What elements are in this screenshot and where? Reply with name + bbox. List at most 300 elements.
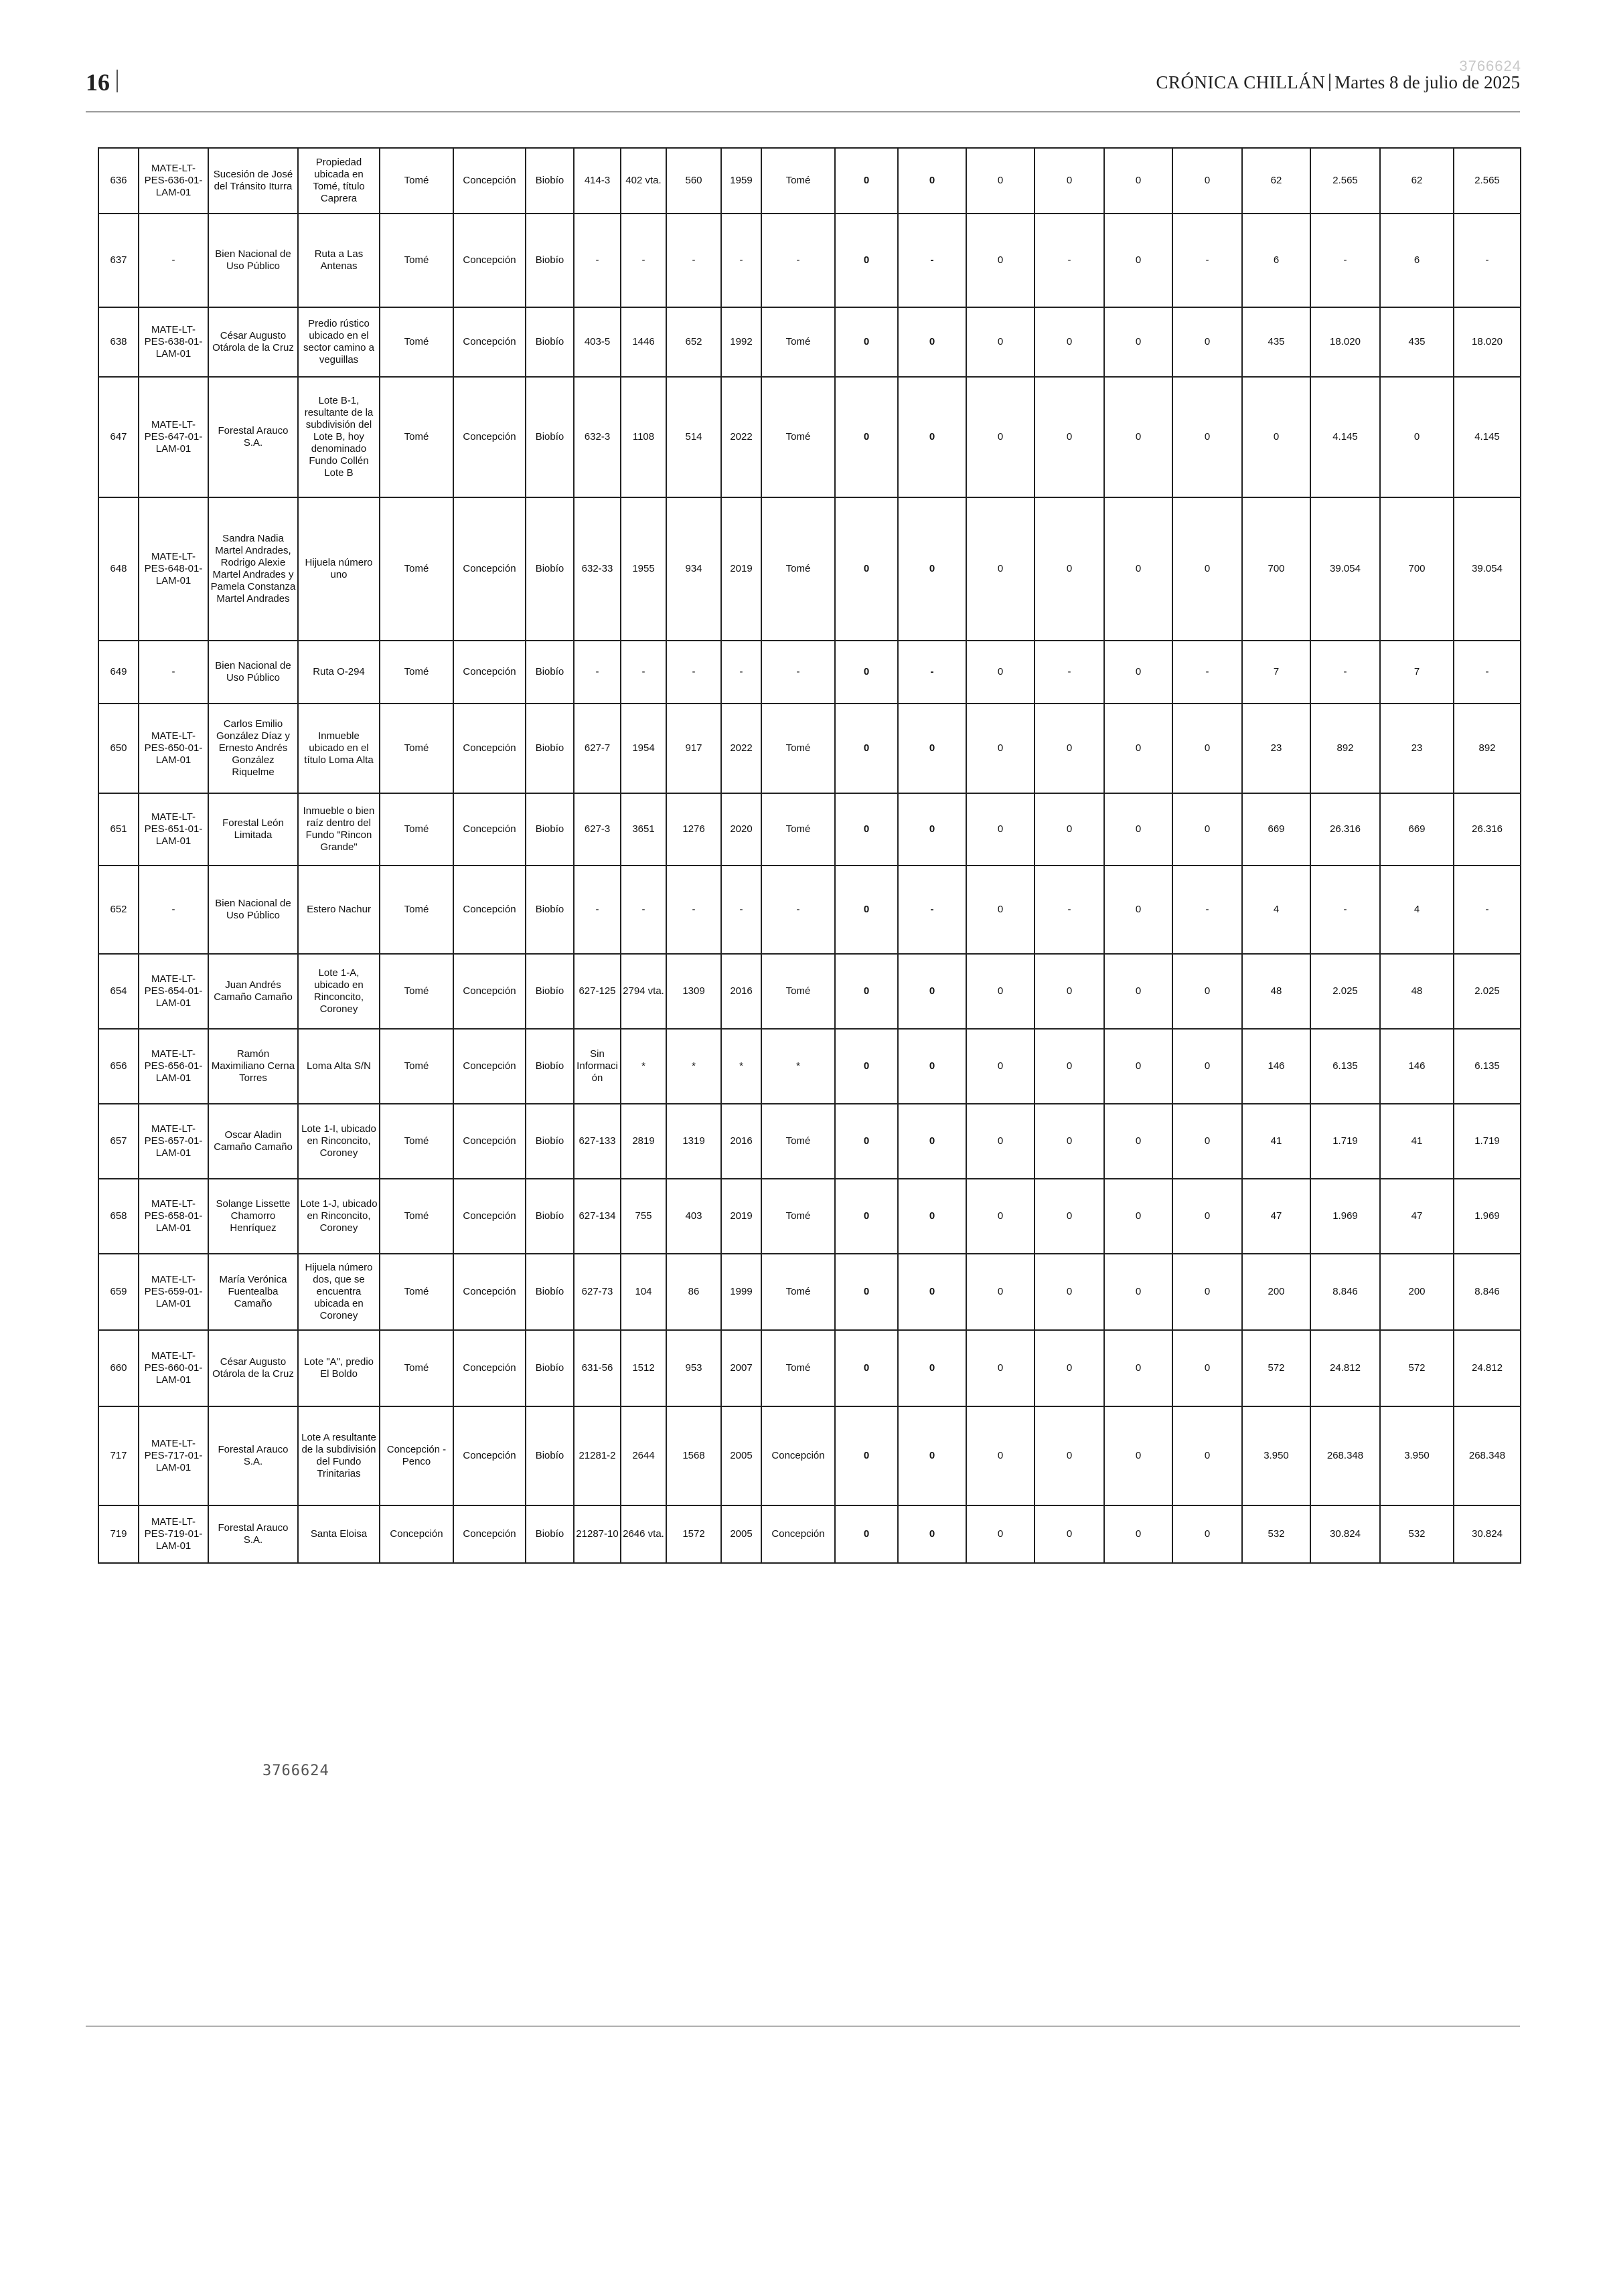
table-row xyxy=(98,1505,1521,1563)
cell-c20: 39.054 xyxy=(1310,497,1380,641)
cell-commune: Concepción - Penco xyxy=(380,1406,453,1505)
cell-province: Concepción xyxy=(453,1254,526,1330)
cell-commune: Tomé xyxy=(380,214,453,307)
cell-c16: 0 xyxy=(1035,1254,1104,1330)
cell-fojas: 2644 xyxy=(621,1406,666,1505)
cell-c18: 0 xyxy=(1172,954,1242,1029)
cell-c21: 7 xyxy=(1380,641,1454,704)
cell-c14: 0 xyxy=(898,954,966,1029)
cell-c17: 0 xyxy=(1104,641,1172,704)
cell-role: 632-3 xyxy=(574,377,621,497)
cell-registry: Tomé xyxy=(761,1104,835,1179)
cell-item: 648 xyxy=(98,497,139,641)
cell-c19: 48 xyxy=(1242,954,1310,1029)
cell-region: Biobío xyxy=(526,866,574,954)
cell-commune: Tomé xyxy=(380,954,453,1029)
cell-number: 1568 xyxy=(666,1406,721,1505)
cell-province: Concepción xyxy=(453,1104,526,1179)
cell-c13: 0 xyxy=(835,214,898,307)
cell-year: - xyxy=(721,214,761,307)
cell-region: Biobío xyxy=(526,214,574,307)
cell-c20: - xyxy=(1310,214,1380,307)
cell-commune: Tomé xyxy=(380,1254,453,1330)
cell-c13: 0 xyxy=(835,377,898,497)
cell-description: Lote "A", predio El Boldo xyxy=(298,1330,380,1406)
cell-c13: 0 xyxy=(835,704,898,793)
cell-commune: Tomé xyxy=(380,1330,453,1406)
cell-region: Biobío xyxy=(526,1254,574,1330)
cell-c17: 0 xyxy=(1104,1406,1172,1505)
cell-owner: Oscar Aladin Camaño Camaño xyxy=(208,1104,298,1179)
cell-code: MATE-LT-PES-719-01-LAM-01 xyxy=(139,1505,208,1563)
cell-code: MATE-LT-PES-647-01-LAM-01 xyxy=(139,377,208,497)
cell-registry: - xyxy=(761,641,835,704)
cell-c16: - xyxy=(1035,214,1104,307)
cell-c18: 0 xyxy=(1172,1029,1242,1104)
cell-c17: 0 xyxy=(1104,1179,1172,1254)
cell-c21: 146 xyxy=(1380,1029,1454,1104)
cell-c16: 0 xyxy=(1035,1330,1104,1406)
table-row xyxy=(98,1104,1521,1179)
cell-c20: 26.316 xyxy=(1310,793,1380,866)
cell-item: 660 xyxy=(98,1330,139,1406)
cell-owner: Ramón Maximiliano Cerna Torres xyxy=(208,1029,298,1104)
cell-code: MATE-LT-PES-658-01-LAM-01 xyxy=(139,1179,208,1254)
cell-commune: Tomé xyxy=(380,377,453,497)
footer-rule xyxy=(86,2026,1520,2027)
cell-owner: Carlos Emilio González Díaz y Ernesto Andrés González Riquelme xyxy=(208,704,298,793)
cell-c21: 532 xyxy=(1380,1505,1454,1563)
cell-c20: 268.348 xyxy=(1310,1406,1380,1505)
cell-c19: 532 xyxy=(1242,1505,1310,1563)
cell-region: Biobío xyxy=(526,704,574,793)
publication-info xyxy=(1156,72,1520,93)
cell-commune: Tomé xyxy=(380,1029,453,1104)
cell-fojas: 1954 xyxy=(621,704,666,793)
cell-year: - xyxy=(721,866,761,954)
cell-c18: 0 xyxy=(1172,793,1242,866)
cell-c18: - xyxy=(1172,214,1242,307)
cell-c18: 0 xyxy=(1172,1330,1242,1406)
cell-c22: 8.846 xyxy=(1454,1254,1521,1330)
cell-description: Propiedad ubicada en Tomé, título Caprera xyxy=(298,148,380,214)
cell-c19: 700 xyxy=(1242,497,1310,641)
cell-registry: Tomé xyxy=(761,1179,835,1254)
cell-c17: 0 xyxy=(1104,866,1172,954)
cell-region: Biobío xyxy=(526,1179,574,1254)
cell-c14: 0 xyxy=(898,377,966,497)
cell-year: 1992 xyxy=(721,307,761,377)
cell-c19: 200 xyxy=(1242,1254,1310,1330)
cell-c15: 0 xyxy=(966,866,1035,954)
cell-c17: 0 xyxy=(1104,1330,1172,1406)
cell-province: Concepción xyxy=(453,497,526,641)
cell-code: - xyxy=(139,641,208,704)
cell-c17: 0 xyxy=(1104,497,1172,641)
cell-description: Santa Eloisa xyxy=(298,1505,380,1563)
cell-province: Concepción xyxy=(453,377,526,497)
cell-c19: 47 xyxy=(1242,1179,1310,1254)
cell-c22: - xyxy=(1454,214,1521,307)
cell-registry: - xyxy=(761,214,835,307)
cell-c13: 0 xyxy=(835,307,898,377)
cell-region: Biobío xyxy=(526,307,574,377)
cell-c21: 62 xyxy=(1380,148,1454,214)
cell-province: Concepción xyxy=(453,307,526,377)
cell-number: 560 xyxy=(666,148,721,214)
cell-c14: 0 xyxy=(898,148,966,214)
cell-c22: 2.025 xyxy=(1454,954,1521,1029)
cell-registry: Concepción xyxy=(761,1505,835,1563)
cell-commune: Tomé xyxy=(380,866,453,954)
cell-item: 651 xyxy=(98,793,139,866)
cell-region: Biobío xyxy=(526,641,574,704)
cell-role: - xyxy=(574,641,621,704)
cell-c13: 0 xyxy=(835,954,898,1029)
cell-year: 2020 xyxy=(721,793,761,866)
cell-role: 632-33 xyxy=(574,497,621,641)
cell-c22: 4.145 xyxy=(1454,377,1521,497)
cell-registry: Tomé xyxy=(761,307,835,377)
cell-c20: 892 xyxy=(1310,704,1380,793)
cell-c20: 1.719 xyxy=(1310,1104,1380,1179)
cell-item: 636 xyxy=(98,148,139,214)
cell-description: Hijuela número uno xyxy=(298,497,380,641)
cell-c13: 0 xyxy=(835,497,898,641)
cell-province: Concepción xyxy=(453,954,526,1029)
cell-c22: 6.135 xyxy=(1454,1029,1521,1104)
cell-role: 627-7 xyxy=(574,704,621,793)
cell-c21: 669 xyxy=(1380,793,1454,866)
cell-number: 86 xyxy=(666,1254,721,1330)
cell-fojas: 1955 xyxy=(621,497,666,641)
cell-c21: 6 xyxy=(1380,214,1454,307)
cell-fojas: 2646 vta. xyxy=(621,1505,666,1563)
cell-item: 659 xyxy=(98,1254,139,1330)
cell-registry: Tomé xyxy=(761,954,835,1029)
cell-item: 658 xyxy=(98,1179,139,1254)
cell-c20: 6.135 xyxy=(1310,1029,1380,1104)
cell-c14: 0 xyxy=(898,1406,966,1505)
cell-province: Concepción xyxy=(453,1029,526,1104)
cell-c20: 4.145 xyxy=(1310,377,1380,497)
cell-role: 403-5 xyxy=(574,307,621,377)
cell-year: 2016 xyxy=(721,954,761,1029)
cell-c19: 41 xyxy=(1242,1104,1310,1179)
cell-owner: César Augusto Otárola de la Cruz xyxy=(208,307,298,377)
cell-role: 21287-10 xyxy=(574,1505,621,1563)
publication-name: CRÓNICA CHILLÁN xyxy=(1156,72,1326,92)
cell-region: Biobío xyxy=(526,1406,574,1505)
cell-c14: 0 xyxy=(898,307,966,377)
cell-c13: 0 xyxy=(835,1029,898,1104)
cell-region: Biobío xyxy=(526,954,574,1029)
cell-code: MATE-LT-PES-657-01-LAM-01 xyxy=(139,1104,208,1179)
table-row xyxy=(98,793,1521,866)
cell-commune: Tomé xyxy=(380,1104,453,1179)
cell-registry: * xyxy=(761,1029,835,1104)
cell-c14: 0 xyxy=(898,1104,966,1179)
cell-registry: Tomé xyxy=(761,704,835,793)
page-number: 16 xyxy=(86,69,110,96)
cell-number: 953 xyxy=(666,1330,721,1406)
watermark-number: 3766624 xyxy=(1459,58,1521,74)
cell-description: Ruta a Las Antenas xyxy=(298,214,380,307)
cell-owner: Bien Nacional de Uso Público xyxy=(208,641,298,704)
cell-item: 638 xyxy=(98,307,139,377)
cell-year: 2022 xyxy=(721,704,761,793)
cell-c19: 6 xyxy=(1242,214,1310,307)
cell-fojas: - xyxy=(621,641,666,704)
cell-fojas: 1108 xyxy=(621,377,666,497)
cell-c15: 0 xyxy=(966,1406,1035,1505)
cell-c14: 0 xyxy=(898,497,966,641)
cell-c17: 0 xyxy=(1104,1104,1172,1179)
cell-c21: 4 xyxy=(1380,866,1454,954)
cell-code: MATE-LT-PES-651-01-LAM-01 xyxy=(139,793,208,866)
cell-number: 652 xyxy=(666,307,721,377)
cell-owner: Forestal Arauco S.A. xyxy=(208,1406,298,1505)
table-row xyxy=(98,1179,1521,1254)
page-header xyxy=(86,67,1520,96)
cell-description: Predio rústico ubicado en el sector camino a veguillas xyxy=(298,307,380,377)
cell-province: Concepción xyxy=(453,1179,526,1254)
cell-region: Biobío xyxy=(526,148,574,214)
cell-number: 934 xyxy=(666,497,721,641)
cell-c21: 47 xyxy=(1380,1179,1454,1254)
cell-c21: 48 xyxy=(1380,954,1454,1029)
cell-code: MATE-LT-PES-638-01-LAM-01 xyxy=(139,307,208,377)
cell-commune: Tomé xyxy=(380,641,453,704)
cell-c19: 146 xyxy=(1242,1029,1310,1104)
cell-c16: 0 xyxy=(1035,1029,1104,1104)
cell-c15: 0 xyxy=(966,214,1035,307)
cell-province: Concepción xyxy=(453,214,526,307)
cell-c16: 0 xyxy=(1035,497,1104,641)
cell-c14: 0 xyxy=(898,1179,966,1254)
cell-c20: 1.969 xyxy=(1310,1179,1380,1254)
cell-c18: 0 xyxy=(1172,1104,1242,1179)
property-table-container xyxy=(98,147,1512,1564)
cell-item: 637 xyxy=(98,214,139,307)
cell-c14: 0 xyxy=(898,704,966,793)
cell-c19: 23 xyxy=(1242,704,1310,793)
table-row xyxy=(98,641,1521,704)
cell-province: Concepción xyxy=(453,704,526,793)
cell-c15: 0 xyxy=(966,1330,1035,1406)
cell-c13: 0 xyxy=(835,1254,898,1330)
cell-description: Loma Alta S/N xyxy=(298,1029,380,1104)
cell-item: 656 xyxy=(98,1029,139,1104)
cell-c18: - xyxy=(1172,866,1242,954)
cell-fojas: 2794 vta. xyxy=(621,954,666,1029)
cell-region: Biobío xyxy=(526,1330,574,1406)
cell-c19: 7 xyxy=(1242,641,1310,704)
publication-divider xyxy=(1329,74,1330,91)
cell-c21: 0 xyxy=(1380,377,1454,497)
cell-item: 652 xyxy=(98,866,139,954)
cell-year: - xyxy=(721,641,761,704)
cell-c20: 2.025 xyxy=(1310,954,1380,1029)
cell-c20: 8.846 xyxy=(1310,1254,1380,1330)
cell-c17: 0 xyxy=(1104,307,1172,377)
cell-c15: 0 xyxy=(966,497,1035,641)
cell-owner: Juan Andrés Camaño Camaño xyxy=(208,954,298,1029)
cell-owner: Bien Nacional de Uso Público xyxy=(208,214,298,307)
cell-region: Biobío xyxy=(526,377,574,497)
cell-fojas: 402 vta. xyxy=(621,148,666,214)
table-row xyxy=(98,954,1521,1029)
cell-registry: - xyxy=(761,866,835,954)
cell-item: 657 xyxy=(98,1104,139,1179)
cell-c19: 0 xyxy=(1242,377,1310,497)
cell-c18: 0 xyxy=(1172,1254,1242,1330)
cell-item: 719 xyxy=(98,1505,139,1563)
cell-region: Biobío xyxy=(526,497,574,641)
cell-c21: 435 xyxy=(1380,307,1454,377)
cell-registry: Tomé xyxy=(761,497,835,641)
cell-province: Concepción xyxy=(453,641,526,704)
cell-province: Concepción xyxy=(453,1406,526,1505)
cell-registry: Tomé xyxy=(761,1254,835,1330)
cell-c22: 1.719 xyxy=(1454,1104,1521,1179)
cell-description: Ruta O-294 xyxy=(298,641,380,704)
cell-owner: Sandra Nadia Martel Andrades, Rodrigo Alexie Martel Andrades y Pamela Constanza Martel Andrades xyxy=(208,497,298,641)
cell-c19: 669 xyxy=(1242,793,1310,866)
cell-code: - xyxy=(139,866,208,954)
cell-description: Inmueble o bien raíz dentro del Fundo "Rincon Grande" xyxy=(298,793,380,866)
cell-c20: - xyxy=(1310,641,1380,704)
cell-province: Concepción xyxy=(453,866,526,954)
cell-province: Concepción xyxy=(453,1330,526,1406)
cell-item: 654 xyxy=(98,954,139,1029)
cell-c18: 0 xyxy=(1172,148,1242,214)
cell-c22: 2.565 xyxy=(1454,148,1521,214)
cell-year: 2016 xyxy=(721,1104,761,1179)
table-row xyxy=(98,1254,1521,1330)
cell-c17: 0 xyxy=(1104,954,1172,1029)
cell-role: 627-73 xyxy=(574,1254,621,1330)
cell-description: Hijuela número dos, que se encuentra ubicada en Coroney xyxy=(298,1254,380,1330)
page-number-divider xyxy=(117,70,118,92)
cell-number: 917 xyxy=(666,704,721,793)
cell-registry: Tomé xyxy=(761,1330,835,1406)
cell-role: 627-133 xyxy=(574,1104,621,1179)
cell-owner: Forestal Arauco S.A. xyxy=(208,1505,298,1563)
cell-year: 2019 xyxy=(721,1179,761,1254)
cell-c18: 0 xyxy=(1172,307,1242,377)
table-row xyxy=(98,1029,1521,1104)
cell-c16: 0 xyxy=(1035,793,1104,866)
header-rule xyxy=(86,111,1520,112)
cell-c15: 0 xyxy=(966,1254,1035,1330)
cell-c22: - xyxy=(1454,641,1521,704)
cell-c22: - xyxy=(1454,866,1521,954)
cell-number: 1319 xyxy=(666,1104,721,1179)
cell-owner: Bien Nacional de Uso Público xyxy=(208,866,298,954)
cell-registry: Tomé xyxy=(761,377,835,497)
cell-c17: 0 xyxy=(1104,1254,1172,1330)
cell-c13: 0 xyxy=(835,866,898,954)
cell-fojas: 2819 xyxy=(621,1104,666,1179)
table-row xyxy=(98,1406,1521,1505)
cell-description: Estero Nachur xyxy=(298,866,380,954)
cell-fojas: 1512 xyxy=(621,1330,666,1406)
cell-c16: 0 xyxy=(1035,1406,1104,1505)
cell-role: 21281-2 xyxy=(574,1406,621,1505)
property-table xyxy=(98,147,1521,1564)
cell-year: 2022 xyxy=(721,377,761,497)
cell-number: - xyxy=(666,641,721,704)
cell-owner: Solange Lissette Chamorro Henríquez xyxy=(208,1179,298,1254)
cell-c15: 0 xyxy=(966,1179,1035,1254)
cell-c16: 0 xyxy=(1035,1104,1104,1179)
cell-c17: 0 xyxy=(1104,214,1172,307)
cell-code: MATE-LT-PES-650-01-LAM-01 xyxy=(139,704,208,793)
cell-commune: Tomé xyxy=(380,148,453,214)
cell-c14: 0 xyxy=(898,1330,966,1406)
cell-c14: 0 xyxy=(898,1254,966,1330)
cell-c16: 0 xyxy=(1035,1179,1104,1254)
cell-fojas: 104 xyxy=(621,1254,666,1330)
cell-year: 2019 xyxy=(721,497,761,641)
cell-number: 403 xyxy=(666,1179,721,1254)
cell-item: 649 xyxy=(98,641,139,704)
cell-description: Lote 1-A, ubicado en Rinconcito, Coroney xyxy=(298,954,380,1029)
cell-c13: 0 xyxy=(835,1104,898,1179)
cell-c20: 24.812 xyxy=(1310,1330,1380,1406)
cell-code: - xyxy=(139,214,208,307)
cell-role: Sin Información xyxy=(574,1029,621,1104)
cell-c17: 0 xyxy=(1104,793,1172,866)
cell-c19: 4 xyxy=(1242,866,1310,954)
cell-c15: 0 xyxy=(966,1104,1035,1179)
cell-c13: 0 xyxy=(835,641,898,704)
cell-c18: 0 xyxy=(1172,497,1242,641)
table-row xyxy=(98,866,1521,954)
cell-owner: César Augusto Otárola de la Cruz xyxy=(208,1330,298,1406)
cell-year: * xyxy=(721,1029,761,1104)
cell-fojas: 755 xyxy=(621,1179,666,1254)
cell-owner: María Verónica Fuentealba Camaño xyxy=(208,1254,298,1330)
cell-c18: - xyxy=(1172,641,1242,704)
cell-region: Biobío xyxy=(526,1505,574,1563)
cell-c16: 0 xyxy=(1035,307,1104,377)
cell-c14: - xyxy=(898,214,966,307)
cell-c21: 41 xyxy=(1380,1104,1454,1179)
cell-c19: 3.950 xyxy=(1242,1406,1310,1505)
cell-c18: 0 xyxy=(1172,1505,1242,1563)
cell-c16: - xyxy=(1035,866,1104,954)
cell-fojas: * xyxy=(621,1029,666,1104)
cell-c15: 0 xyxy=(966,641,1035,704)
cell-c15: 0 xyxy=(966,704,1035,793)
cell-c16: 0 xyxy=(1035,377,1104,497)
publication-date: Martes 8 de julio de 2025 xyxy=(1334,72,1520,92)
cell-commune: Concepción xyxy=(380,1505,453,1563)
cell-year: 2007 xyxy=(721,1330,761,1406)
cell-number: - xyxy=(666,214,721,307)
cell-code: MATE-LT-PES-717-01-LAM-01 xyxy=(139,1406,208,1505)
cell-c20: 18.020 xyxy=(1310,307,1380,377)
cell-c17: 0 xyxy=(1104,1029,1172,1104)
cell-role: 627-125 xyxy=(574,954,621,1029)
cell-fojas: - xyxy=(621,866,666,954)
cell-c20: 30.824 xyxy=(1310,1505,1380,1563)
cell-region: Biobío xyxy=(526,793,574,866)
cell-c15: 0 xyxy=(966,148,1035,214)
cell-code: MATE-LT-PES-648-01-LAM-01 xyxy=(139,497,208,641)
